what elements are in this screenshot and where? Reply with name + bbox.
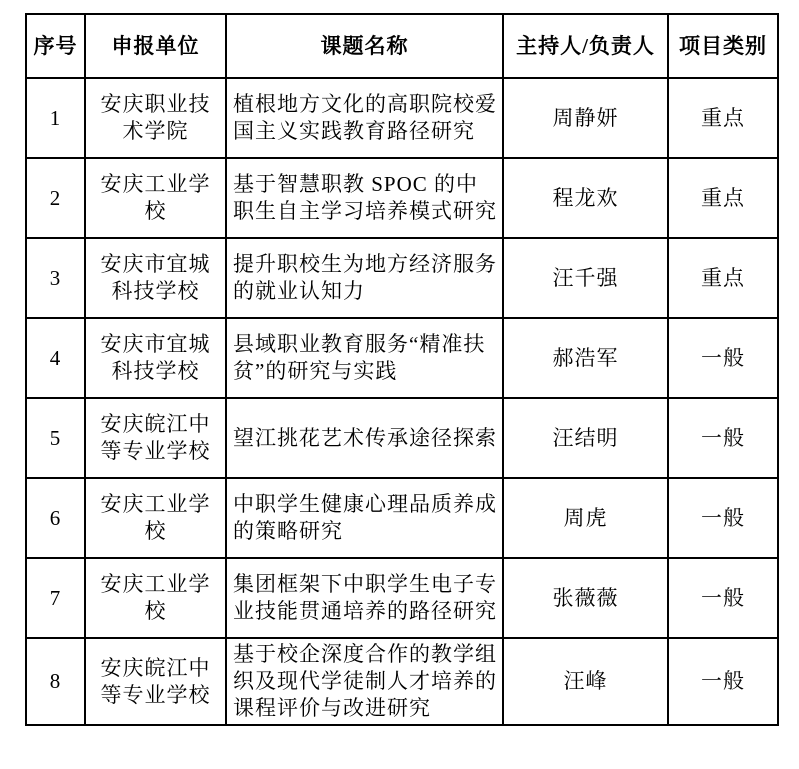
cell-unit: 安庆工业学校 [85, 158, 226, 238]
cell-leader: 周虎 [503, 478, 668, 558]
cell-no: 8 [26, 638, 85, 725]
cell-leader: 汪千强 [503, 238, 668, 318]
cell-no: 3 [26, 238, 85, 318]
cell-category: 一般 [668, 398, 778, 478]
cell-unit: 安庆市宜城科技学校 [85, 318, 226, 398]
cell-no: 1 [26, 78, 85, 158]
table-row [26, 158, 778, 238]
column-header-no: 序号 [26, 14, 85, 78]
cell-leader: 汪结明 [503, 398, 668, 478]
cell-topic: 植根地方文化的高职院校爱国主义实践教育路径研究 [226, 78, 503, 158]
column-header-unit: 申报单位 [85, 14, 226, 78]
table-body [26, 78, 778, 725]
cell-no: 6 [26, 478, 85, 558]
cell-unit: 安庆皖江中等专业学校 [85, 398, 226, 478]
cell-unit: 安庆市宜城科技学校 [85, 238, 226, 318]
cell-category: 一般 [668, 478, 778, 558]
table-row [26, 478, 778, 558]
cell-topic: 集团框架下中职学生电子专业技能贯通培养的路径研究 [226, 558, 503, 638]
projects-table [25, 13, 779, 726]
cell-no: 5 [26, 398, 85, 478]
column-header-topic: 课题名称 [226, 14, 503, 78]
cell-unit: 安庆工业学校 [85, 558, 226, 638]
cell-leader: 郝浩军 [503, 318, 668, 398]
cell-unit: 安庆职业技术学院 [85, 78, 226, 158]
cell-category: 重点 [668, 158, 778, 238]
header-row [26, 14, 778, 78]
cell-category: 一般 [668, 318, 778, 398]
table-row [26, 398, 778, 478]
table-row [26, 238, 778, 318]
cell-leader: 张薇薇 [503, 558, 668, 638]
cell-topic: 县域职业教育服务“精准扶贫”的研究与实践 [226, 318, 503, 398]
cell-leader: 程龙欢 [503, 158, 668, 238]
column-header-category: 项目类别 [668, 14, 778, 78]
cell-category: 一般 [668, 558, 778, 638]
table-row [26, 638, 778, 725]
cell-topic: 基于校企深度合作的教学组织及现代学徒制人才培养的课程评价与改进研究 [226, 638, 503, 725]
cell-no: 7 [26, 558, 85, 638]
cell-leader: 汪峰 [503, 638, 668, 725]
table-row [26, 78, 778, 158]
cell-topic: 中职学生健康心理品质养成的策略研究 [226, 478, 503, 558]
cell-unit: 安庆皖江中等专业学校 [85, 638, 226, 725]
cell-topic: 提升职校生为地方经济服务的就业认知力 [226, 238, 503, 318]
cell-category: 一般 [668, 638, 778, 725]
cell-unit: 安庆工业学校 [85, 478, 226, 558]
cell-topic: 基于智慧职教 SPOC 的中职生自主学习培养模式研究 [226, 158, 503, 238]
cell-category: 重点 [668, 78, 778, 158]
cell-topic: 望江挑花艺术传承途径探索 [226, 398, 503, 478]
cell-leader: 周静妍 [503, 78, 668, 158]
table-row [26, 558, 778, 638]
cell-no: 4 [26, 318, 85, 398]
table-header [26, 14, 778, 78]
cell-no: 2 [26, 158, 85, 238]
column-header-leader: 主持人/负责人 [503, 14, 668, 78]
table-row [26, 318, 778, 398]
cell-category: 重点 [668, 238, 778, 318]
